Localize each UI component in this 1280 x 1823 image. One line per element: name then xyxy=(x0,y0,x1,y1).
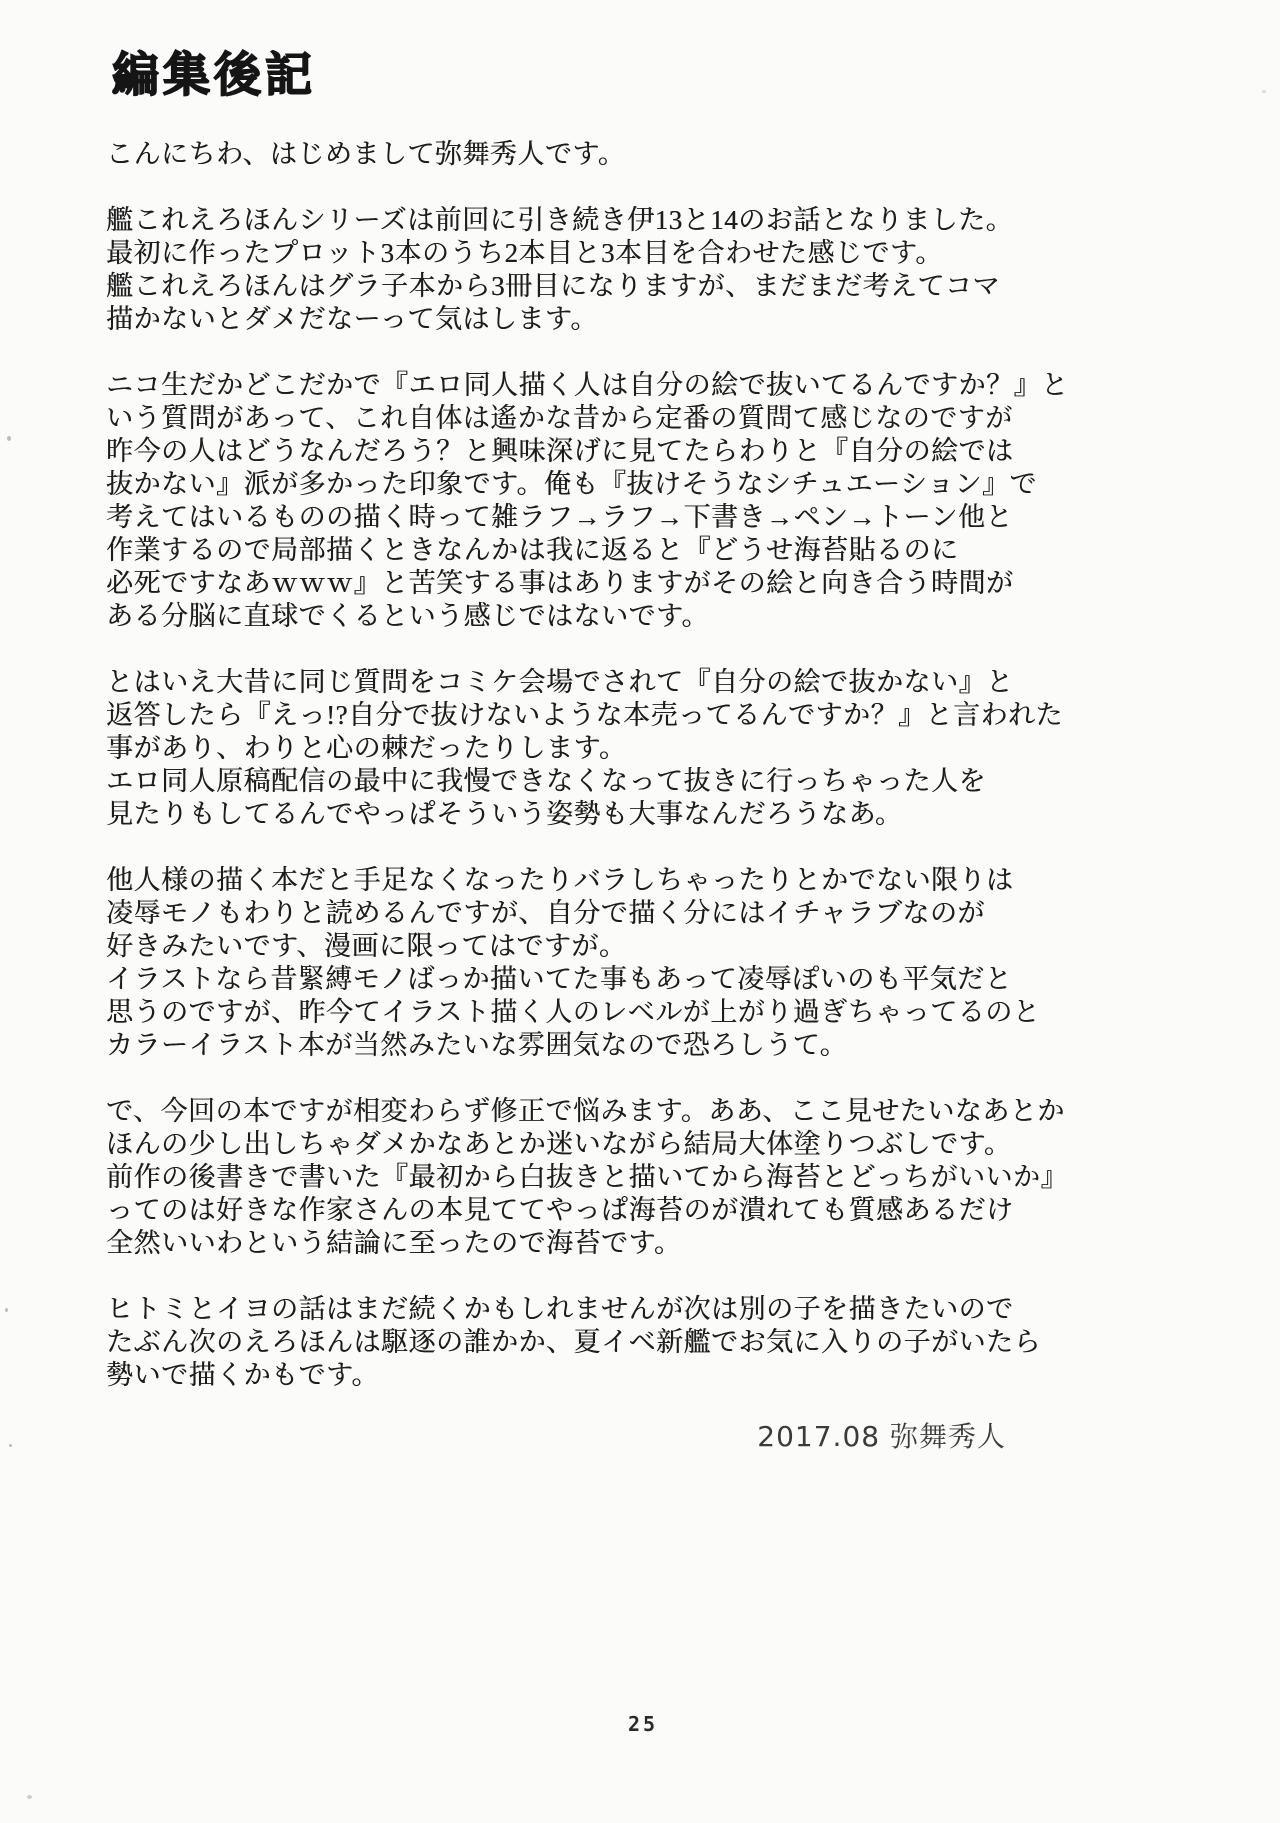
text-line: ってのは好きな作家さんの本見ててやっぱ海苔のが潰れても質感あるだけ xyxy=(106,1195,1014,1225)
scan-speck xyxy=(7,436,11,441)
text-line: 艦これえろほんシリーズは前回に引き続き伊13と14のお話となりました。 xyxy=(106,205,1014,235)
text-line: 凌辱モノもわりと読めるんですが、自分で描く分にはイチャラブなのが xyxy=(106,898,985,928)
text-line: ヒトミとイヨの話はまだ続くかもしれませんが次は別の子を描きたいので xyxy=(106,1294,1014,1324)
text-line: 勢いで描くかもです。 xyxy=(106,1360,379,1390)
scan-speck xyxy=(5,1308,8,1312)
paragraph xyxy=(106,369,1186,633)
text-line: とはいえ大昔に同じ質問をコミケ会場でされて『自分の絵で抜かない』と xyxy=(106,667,1014,697)
paragraph xyxy=(106,1293,1186,1392)
paragraph xyxy=(106,204,1186,336)
paragraph xyxy=(106,1095,1186,1260)
text-line: 考えてはいるものの描く時って雑ラフ→ラフ→下書き→ペン→トーン他と xyxy=(106,502,1013,532)
text-line: 前作の後書きで書いた『最初から白抜きと描いてから海苔とどっちがいいか』 xyxy=(106,1162,1068,1192)
text-line: エロ同人原稿配信の最中に我慢できなくなって抜きに行っちゃった人を xyxy=(106,766,986,796)
text-line: 昨今の人はどうなんだろう？と興味深げに見てたらわりと『自分の絵では xyxy=(106,436,1014,466)
text-line: たぶん次のえろほんは駆逐の誰かか、夏イベ新艦でお気に入りの子がいたら xyxy=(106,1327,1041,1357)
afterword-body xyxy=(106,138,1186,1425)
text-line: 全然いいわという結論に至ったので海苔です。 xyxy=(106,1228,682,1258)
text-line: 見たりもしてるんでやっぱそういう姿勢も大事なんだろうなあ。 xyxy=(106,799,903,829)
text-line: 艦これえろほんはグラ子本から3冊目になりますが、まだまだ考えてコマ xyxy=(106,271,1000,301)
scan-speck xyxy=(1262,90,1266,93)
text-line: 返答したら『えっ!?自分で抜けないような本売ってるんですか？』と言われた xyxy=(106,700,1063,730)
text-line: イラストなら昔緊縛モノばっか描いてた事もあって凌辱ぽいのも平気だと xyxy=(106,964,1013,994)
scan-speck xyxy=(27,1795,32,1799)
text-line: 抜かない』派が多かった印象です。俺も『抜けそうなシチュエーション』で xyxy=(106,469,1037,499)
text-line: 事があり、わりと心の棘だったりします。 xyxy=(106,733,627,763)
author-signature: 2017.08 弥舞秀人 xyxy=(757,1420,1006,1453)
text-line: 好きみたいです、漫画に限ってはですが。 xyxy=(106,931,627,961)
text-line: 作業するので局部描くときなんかは我に返ると『どうせ海苔貼るのに xyxy=(106,535,959,565)
paragraph xyxy=(106,864,1186,1062)
page-number: 25 xyxy=(627,1712,659,1736)
text-line: いう質問があって、これ自体は遙かな昔から定番の質問て感じなのですが xyxy=(106,403,1013,433)
page-title: 編集後記 xyxy=(112,48,316,103)
text-line: ほんの少し出しちゃダメかなあとか迷いながら結局大体塗りつぶしです。 xyxy=(106,1129,1012,1159)
text-line: ニコ生だかどこだかで『エロ同人描く人は自分の絵で抜いてるんですか？』と xyxy=(106,370,1069,400)
paragraph xyxy=(106,138,1186,171)
text-line: こんにちわ、はじめまして弥舞秀人です。 xyxy=(106,139,626,169)
text-line: で、今回の本ですが相変わらず修正で悩みます。ああ、ここ見せたいなあとか xyxy=(106,1096,1065,1126)
text-line: カラーイラスト本が当然みたいな雰囲気なので恐ろしうて。 xyxy=(106,1030,848,1060)
text-line: 思うのですが、昨今てイラスト描く人のレベルが上がり過ぎちゃってるのと xyxy=(106,997,1041,1027)
scan-speck xyxy=(9,1444,12,1447)
text-line: 他人様の描く本だと手足なくなったりバラしちゃったりとかでない限りは xyxy=(106,865,1014,895)
text-line: 描かないとダメだなーって気はします。 xyxy=(106,304,598,334)
paragraph xyxy=(106,666,1186,831)
text-line: 最初に作ったプロット3本のうち2本目と3本目を合わせた感じです。 xyxy=(106,238,943,268)
text-line: ある分脳に直球でくるという感じではないです。 xyxy=(106,601,709,631)
text-line: 必死ですなあｗｗｗ』と苦笑する事はありますがその絵と向き合う時間が xyxy=(106,568,1014,598)
